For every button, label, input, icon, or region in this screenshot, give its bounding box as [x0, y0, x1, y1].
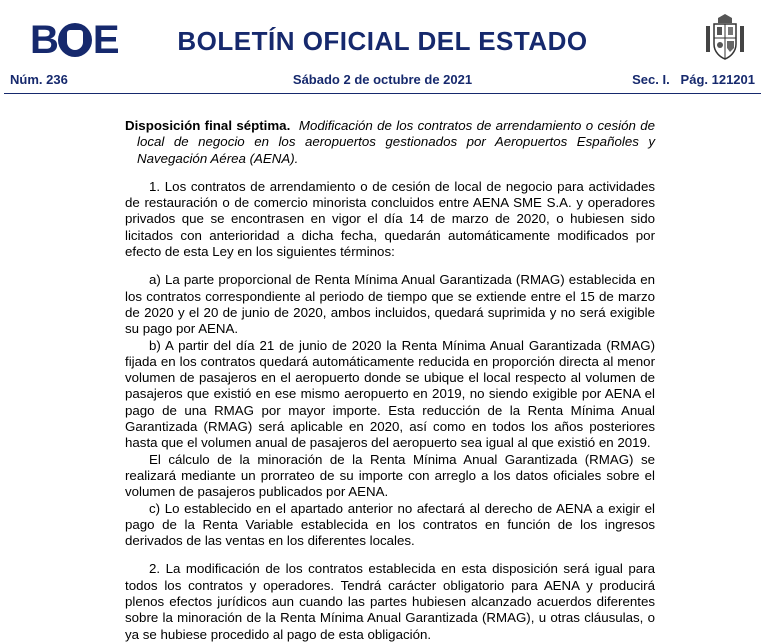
issue-date: Sábado 2 de octubre de 2021	[292, 72, 473, 87]
issue-number: Núm. 236	[10, 72, 68, 87]
header-divider	[4, 93, 761, 94]
issue-info-bar	[10, 72, 755, 90]
paragraph-c: c) Lo establecido en el apartado anterior no afectará al derecho de AENA a exigir el pago de la Renta Variable establecida en los contratos en función de los ingresos derivados de las ventas en los diferentes locales.	[125, 500, 655, 549]
coat-of-arms-icon	[703, 12, 747, 62]
paragraph-b: b) A partir del día 21 de junio de 2020 la Renta Mínima Anual Garantizada (RMAG) fijada en los contratos quedará automáticamente reducida en proporción directa al menor volumen de pasajeros en el aeropuerto donde se ubique el local respecto al volumen de pasajeros que existió en ese mismo aeropuerto en 2019, no siendo exigible por AENA el pago de una RMAG por mayor importe. Esta reducción de la Renta Mínima Anual Garantizada (RMAG) será aplicable en 2020, así como en todos los años posteriores hasta que el volumen anual de pasajeros del aeropuerto sea igual al que existió en 2019.	[125, 337, 655, 451]
disposition-title: Modificación de los contratos de arrendamiento o cesión de local de negocio en los aeropuertos gestionados por Aeropuertos Españoles y Navegación Aérea (AENA).	[137, 118, 655, 166]
section-page: Sec. I. Pág. 121201	[632, 72, 755, 87]
disposition-label: Disposición final séptima.	[125, 118, 291, 133]
boe-logo: B E	[30, 18, 118, 62]
publication-title: BOLETÍN OFICIAL DEL ESTADO	[177, 26, 588, 56]
paragraph-a: a) La parte proporcional de Renta Mínima Anual Garantizada (RMAG) establecida en los contratos correspondiente al periodo de tiempo que se extiende entre el 15 de marzo de 2020 y el 20 de junio de 2020, ambos incluidos, quedará suprimida y no será exigible su pago por AENA.	[125, 272, 655, 337]
paragraph-2: 2. La modificación de los contratos establecida en esta disposición será igual para todos los contratos y operadores. Tendrá carácter obligatorio para AENA y producirá plenos efectos jurídicos aun cuando las partes hubiesen alcanzado acuerdos diferentes sobre la minoración de la Renta Mínima Anual Garantizada (RMAG), u otras cláusulas, o ya se hubiese procedido al pago de esta obligación.	[125, 561, 655, 642]
page-header	[0, 0, 765, 100]
disposition-heading	[125, 118, 655, 167]
paragraph-b-calc: El cálculo de la minoración de la Renta Mínima Anual Garantizada (RMAG) se realizará mediante un prorrateo de su importe con arreglo a los datos oficiales sobre el volumen de pasajeros publicados por AENA.	[125, 451, 655, 500]
document-body	[125, 118, 655, 643]
paragraph-1: 1. Los contratos de arrendamiento o de cesión de local de negocio para actividades de restauración o de comercio minorista concluidos entre AENA SME S.A. y operadores privados que se encontrasen en vigor el día 14 de marzo de 2020, o hubiesen sido licitados con anterioridad a dicha fecha, quedarán automáticamente modificados por efecto de esta Ley en los siguientes términos:	[125, 178, 655, 260]
